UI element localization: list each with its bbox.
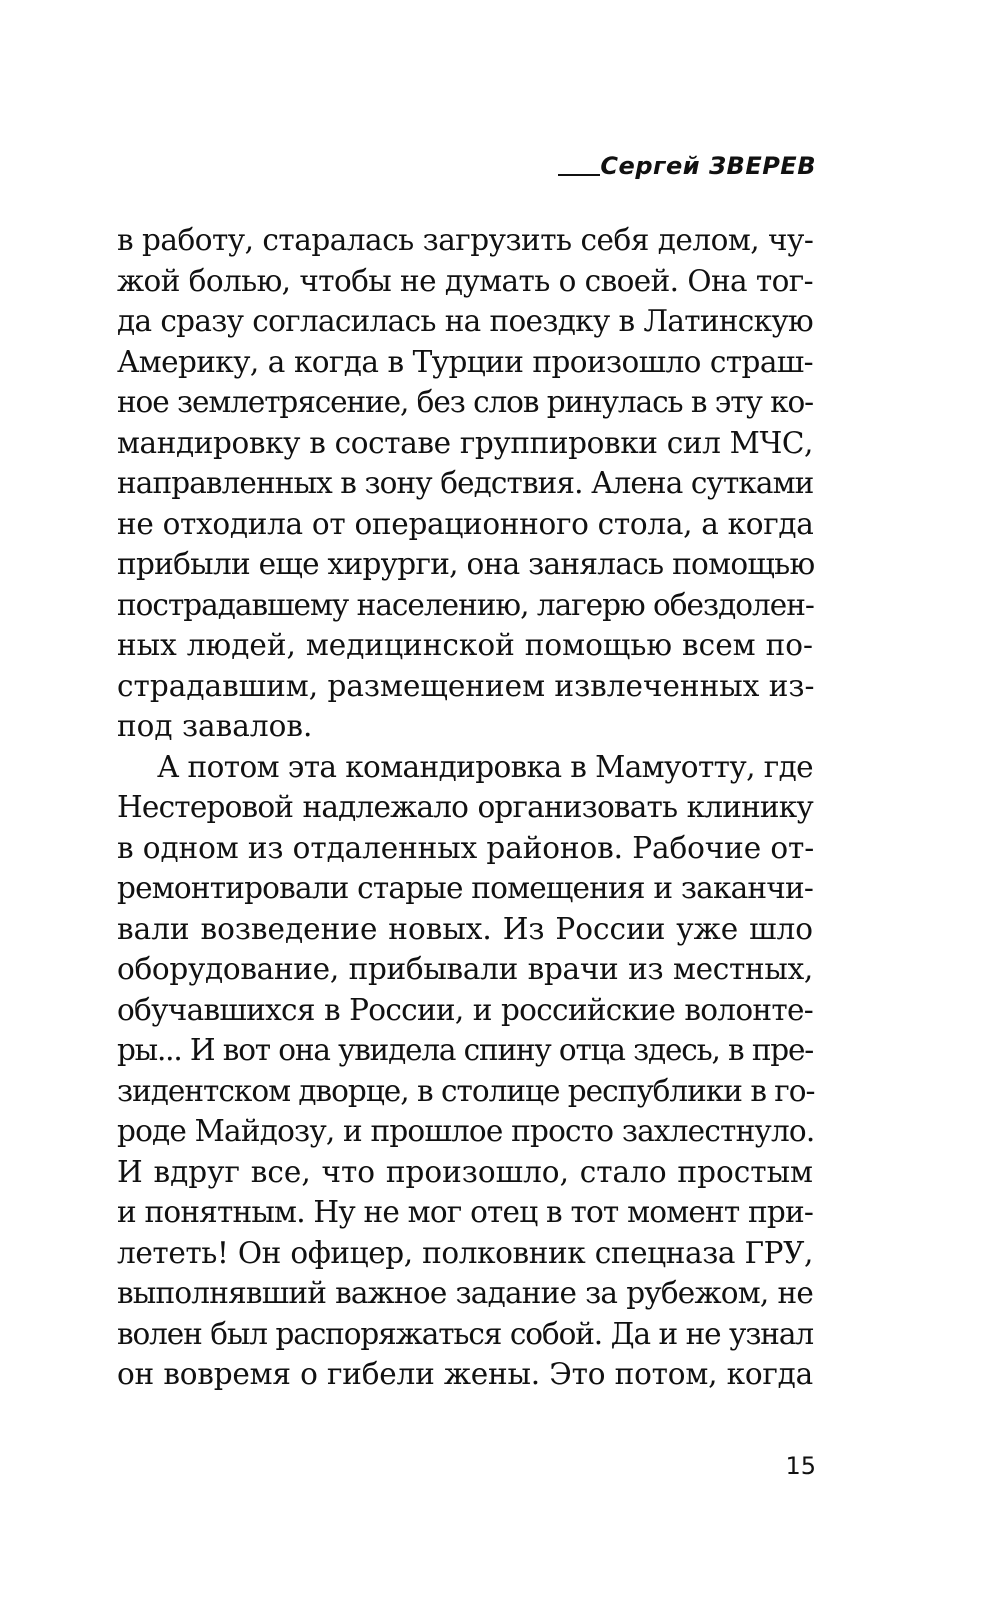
text-line: да сразу согласилась на поездку в Латинскую xyxy=(117,304,813,338)
text-line: жой болью, чтобы не думать о своей. Она тог- xyxy=(117,263,813,298)
text-line: пострадавшему населению, лагерю обездолен- xyxy=(117,587,814,622)
running-head xyxy=(558,150,816,180)
text-line: роде Майдозу, и прошлое просто захлестнуло. xyxy=(117,1114,815,1148)
text-line: в работу, старалась загрузить себя делом, чу- xyxy=(117,223,814,257)
text-line: обучавшихся в России, и российские волонте- xyxy=(117,992,813,1027)
text-line: выполнявший важное задание за рубежом, не xyxy=(117,1276,813,1310)
text-line: ное землетрясение, без слов ринулась в эту ко- xyxy=(117,385,813,419)
text-line: ремонтировали старые помещения и заканчи- xyxy=(117,871,813,905)
text-line: страдавшим, размещением извлеченных из- xyxy=(117,668,815,703)
text-line: Нестеровой надлежало организовать клинику xyxy=(117,790,813,824)
text-line: И вдруг все, что произошло, стало простым xyxy=(117,1154,813,1189)
text-line: под завалов. xyxy=(117,709,313,743)
text-line: прибыли еще хирурги, она занялась помощью xyxy=(117,547,815,581)
body-text xyxy=(117,220,813,1395)
text-line: мандировку в составе группировки сил МЧС, xyxy=(117,425,813,460)
paragraph-first-line: А потом эта командировка в Мамуотту, где xyxy=(157,749,813,784)
author-name: Сергей ЗВЕРЕВ xyxy=(600,152,816,180)
text-line: вали возведение новых. Из России уже шло xyxy=(117,911,813,946)
text-line: зидентском дворце, в столице республики в го- xyxy=(117,1073,815,1108)
text-line: волен был распоряжаться собой. Да и не узнал xyxy=(117,1316,813,1351)
text-line: Америку, а когда в Турции произошло страш- xyxy=(117,344,813,379)
text-line: ры... И вот она увидела спину отца здесь, в пре- xyxy=(117,1033,813,1067)
text-line: лететь! Он офицер, полковник спецназа ГРУ, xyxy=(117,1235,813,1270)
text-line: ных людей, медицинской помощью всем по- xyxy=(117,628,813,662)
page-number: 15 xyxy=(785,1452,816,1480)
text-line: и понятным. Ну не мог отец в тот момент при- xyxy=(117,1195,813,1229)
text-line: в одном из отдаленных районов. Рабочие от- xyxy=(117,830,815,865)
text-line: направленных в зону бедствия. Алена сутками xyxy=(117,466,814,500)
text-line: оборудование, прибывали врачи из местных, xyxy=(117,952,813,986)
text-line: он вовремя о гибели жены. Это потом, когда xyxy=(117,1357,813,1391)
header-rule xyxy=(558,174,600,176)
text-line: не отходила от операционного стола, а когда xyxy=(117,506,814,541)
